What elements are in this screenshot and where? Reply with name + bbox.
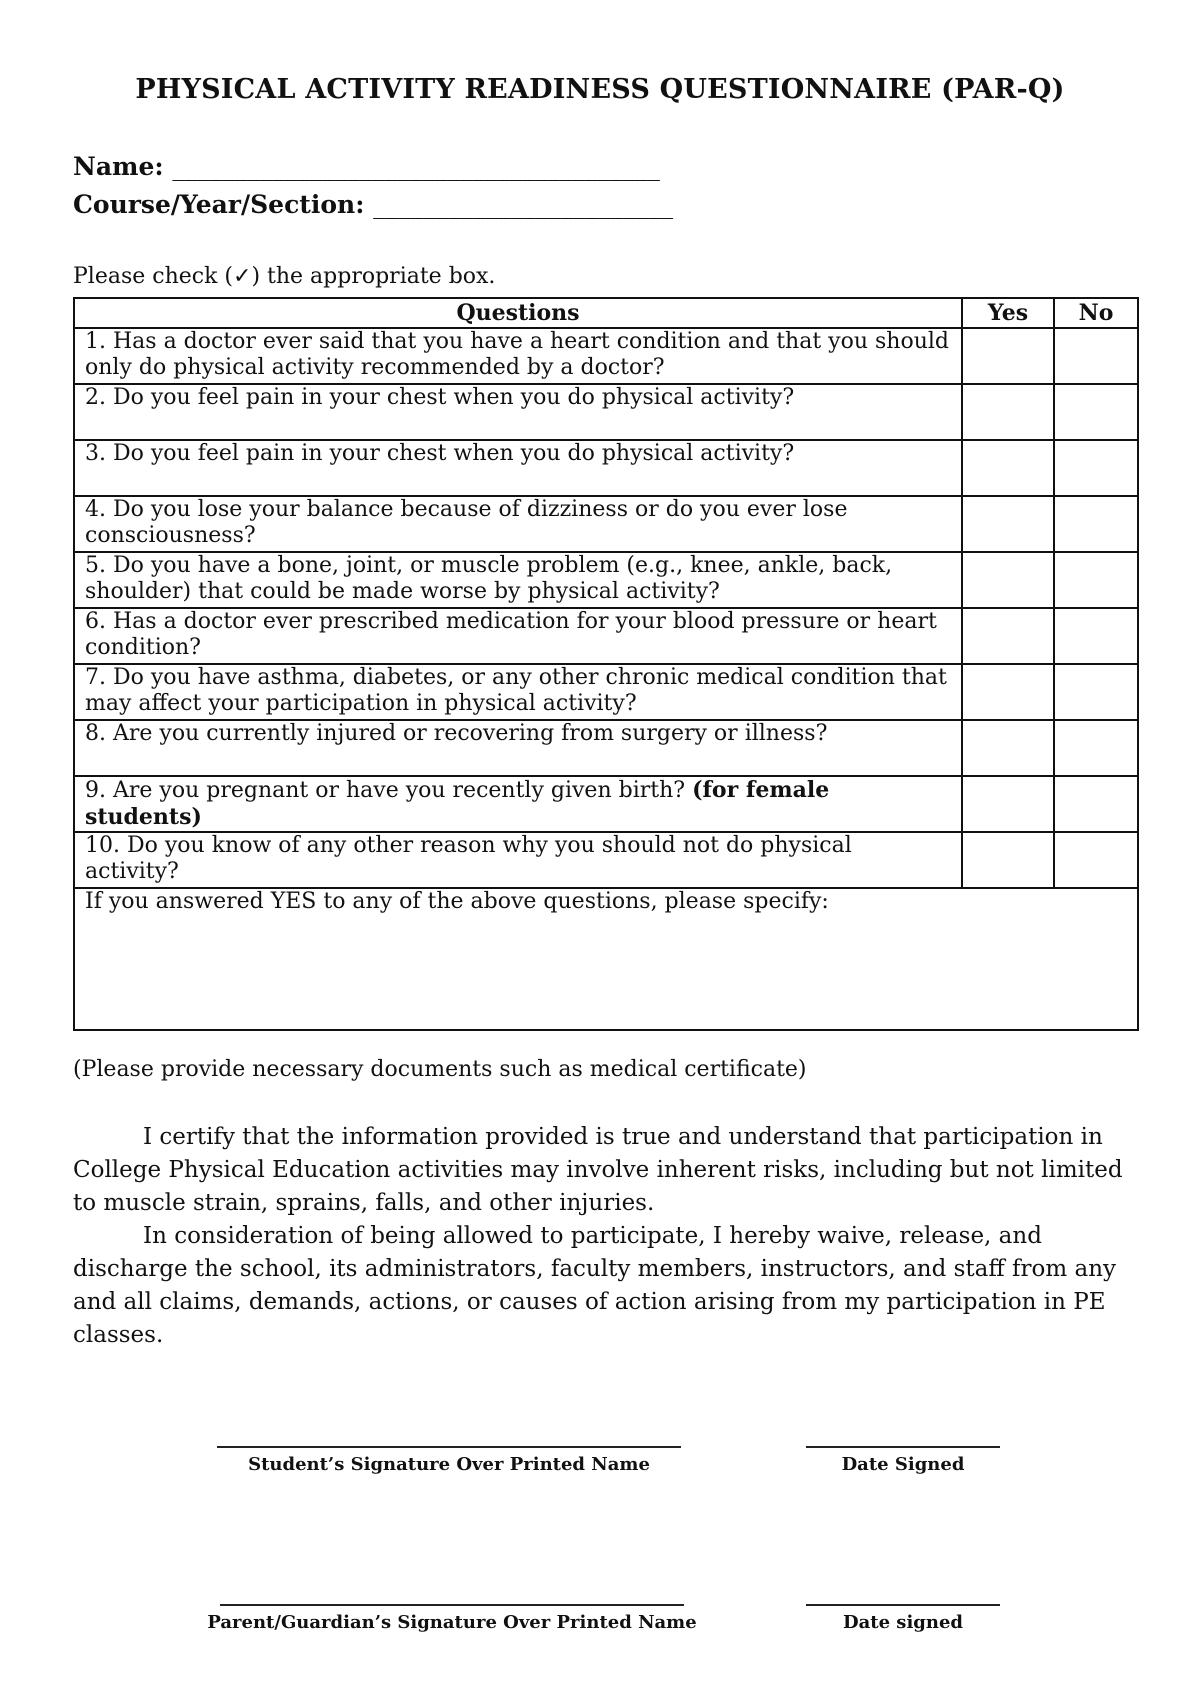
name-label: Name: <box>73 152 164 181</box>
question-4: 4. Do you lose your balance because of dizziness or do you ever lose consciousness? <box>74 496 962 552</box>
no-box-1[interactable] <box>1054 328 1138 384</box>
waiver-text: In consideration of being allowed to participate, I hereby waive, release, and discharge the school, its administrators, faculty members, instructors, and staff from any and all claims, demands, actions, or causes of action arising from my participation in PE classes. <box>73 1223 1117 1348</box>
table-row <box>74 832 1138 888</box>
question-5: 5. Do you have a bone, joint, or muscle problem (e.g., knee, ankle, back, shoulder) that could be made worse by physical activity? <box>74 552 962 608</box>
table-row <box>74 552 1138 608</box>
no-box-10[interactable] <box>1054 832 1138 888</box>
yes-box-2[interactable] <box>962 384 1054 440</box>
yes-box-1[interactable] <box>962 328 1054 384</box>
question-3: 3. Do you feel pain in your chest when you do physical activity? <box>74 440 962 496</box>
parent-date-line[interactable] <box>806 1604 1000 1606</box>
question-9-text: 9. Are you pregnant or have you recently given birth? <box>85 778 686 803</box>
table-row <box>74 888 1138 1030</box>
table-header-row <box>74 298 1138 328</box>
question-8: 8. Are you currently injured or recovering from surgery or illness? <box>74 720 962 776</box>
yes-box-3[interactable] <box>962 440 1054 496</box>
yes-box-8[interactable] <box>962 720 1054 776</box>
parq-table <box>73 297 1139 1031</box>
header-no: No <box>1054 298 1138 328</box>
table-row <box>74 720 1138 776</box>
question-2: 2. Do you feel pain in your chest when you do physical activity? <box>74 384 962 440</box>
yes-box-5[interactable] <box>962 552 1054 608</box>
course-year-section-label: Course/Year/Section: <box>73 190 365 219</box>
student-signature-line[interactable] <box>217 1446 681 1448</box>
name-blank-line[interactable]: _______________________________________ <box>172 152 660 181</box>
yes-box-10[interactable] <box>962 832 1054 888</box>
header-questions: Questions <box>74 298 962 328</box>
name-field[interactable] <box>73 152 660 181</box>
question-7: 7. Do you have asthma, diabetes, or any other chronic medical condition that may affect your participation in physical activity? <box>74 664 962 720</box>
question-6: 6. Has a doctor ever prescribed medication for your blood pressure or heart condition? <box>74 608 962 664</box>
waiver-paragraph <box>73 1220 1139 1352</box>
student-date-label: Date Signed <box>841 1454 965 1475</box>
question-9-female-note: (for female students) <box>85 777 830 830</box>
question-9 <box>74 776 962 832</box>
table-row <box>74 776 1138 832</box>
yes-box-4[interactable] <box>962 496 1054 552</box>
no-box-2[interactable] <box>1054 384 1138 440</box>
no-box-4[interactable] <box>1054 496 1138 552</box>
table-row <box>74 496 1138 552</box>
no-box-9[interactable] <box>1054 776 1138 832</box>
documents-note: (Please provide necessary documents such as medical certificate) <box>73 1057 807 1082</box>
certification-text: I certify that the information provided is true and understand that participation in College Physical Education activities may involve inherent risks, including but not limited to muscle strain, sprains, falls, and other injuries. <box>73 1124 1123 1216</box>
page-title: PHYSICAL ACTIVITY READINESS QUESTIONNAIRE (PAR-Q) <box>135 74 1065 105</box>
course-year-section-field[interactable] <box>73 190 673 219</box>
student-date-line[interactable] <box>806 1446 1000 1448</box>
no-box-8[interactable] <box>1054 720 1138 776</box>
student-signature-label: Student’s Signature Over Printed Name <box>248 1454 650 1475</box>
table-row <box>74 328 1138 384</box>
question-1: 1. Has a doctor ever said that you have a heart condition and that you should only do physical activity recommended by a doctor? <box>74 328 962 384</box>
yes-box-9[interactable] <box>962 776 1054 832</box>
parent-signature-label: Parent/Guardian’s Signature Over Printed Name <box>207 1612 697 1633</box>
table-row <box>74 384 1138 440</box>
header-yes: Yes <box>962 298 1054 328</box>
yes-box-6[interactable] <box>962 608 1054 664</box>
no-box-7[interactable] <box>1054 664 1138 720</box>
yes-box-7[interactable] <box>962 664 1054 720</box>
parent-signature-line[interactable] <box>220 1604 684 1606</box>
course-year-section-blank-line[interactable]: ________________________ <box>373 190 674 219</box>
table-row <box>74 664 1138 720</box>
no-box-5[interactable] <box>1054 552 1138 608</box>
specify-box[interactable] <box>74 888 1138 1030</box>
certification-paragraph <box>73 1121 1139 1220</box>
no-box-6[interactable] <box>1054 608 1138 664</box>
specify-label: If you answered YES to any of the above questions, please specify: <box>85 889 829 914</box>
table-row <box>74 440 1138 496</box>
question-10: 10. Do you know of any other reason why you should not do physical activity? <box>74 832 962 888</box>
table-row <box>74 608 1138 664</box>
no-box-3[interactable] <box>1054 440 1138 496</box>
parent-date-label: Date signed <box>843 1612 963 1633</box>
check-instruction: Please check (✓) the appropriate box. <box>73 264 496 289</box>
